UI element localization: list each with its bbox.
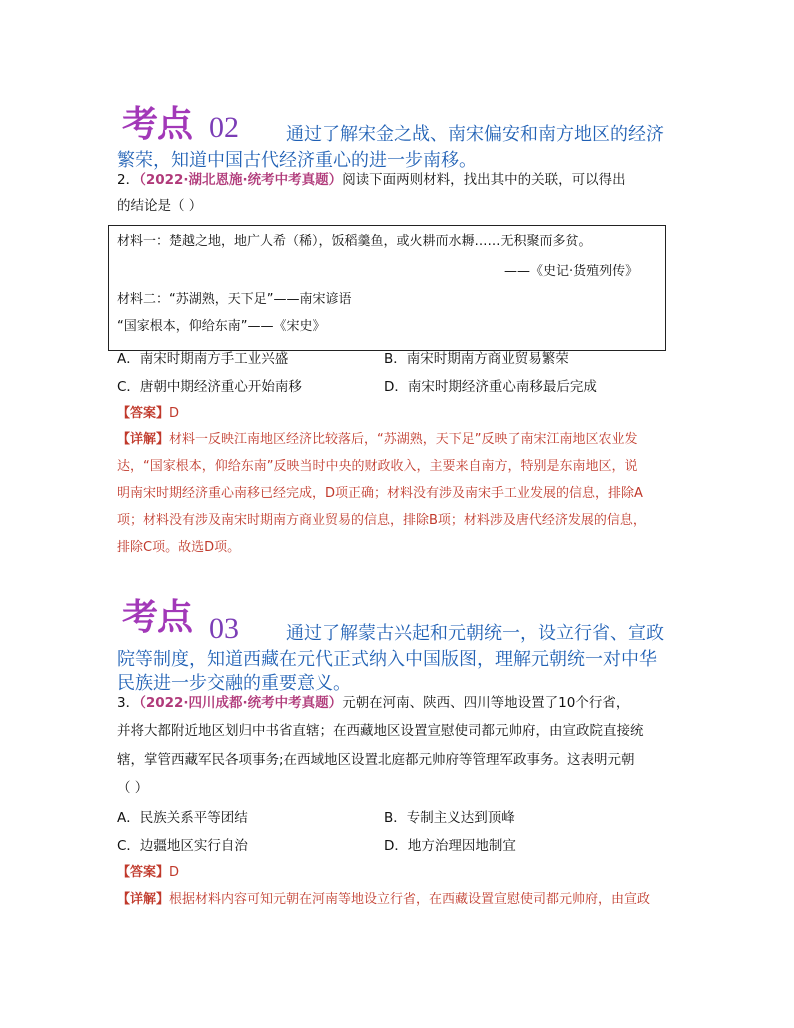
detail-line-5: 排除C项。故选D项。 — [117, 540, 241, 555]
section-title-kaodian: 考点 — [122, 596, 193, 638]
detail-line-4: 项；材料没有涉及南宋时期南方商业贸易的信息，排除B项；材料涉及唐代经济发展的信息， — [117, 513, 646, 528]
section-objective-line1: 通过了解蒙古兴起和元朝统一，设立行省、宣政 — [286, 623, 664, 644]
question-source: （2022·湖北恩施·统考中考真题） — [139, 172, 343, 188]
question-source: （2022·四川成都·统考中考真题） — [139, 695, 343, 711]
material-1: 材料一：楚越之地，地广人希（稀），饭稻羹鱼，或火耕而水耨……无积聚而多贫。 — [117, 234, 592, 249]
question-3-stem-2: 并将大都附近地区划归中书省直辖；在西藏地区设置宣慰使司都元帅府，由宣政院直接统 — [117, 723, 644, 739]
question-3-stem-3: 辖，掌管西藏军民各项事务;在西域地区设置北庭都元帅府等管理军政事务。这表明元朝 — [117, 752, 635, 768]
question-number: 3． — [117, 695, 140, 711]
question-stem-text: 元朝在河南、陕西、四川等地设置了10个行省， — [342, 695, 630, 711]
detail-line-3: 明南宋时期经济重心南移已经完成，D项正确；材料没有涉及南宋手工业发展的信息，排除A — [117, 486, 643, 501]
answer-tag: 【答案】 — [117, 406, 170, 421]
material-3: “国家根本，仰给东南”——《宋史》 — [117, 319, 326, 334]
question-number: 2． — [117, 172, 140, 188]
option-d[interactable]: D．南宋时期经济重心南移最后完成 — [384, 379, 597, 395]
question-3-stem — [117, 693, 629, 713]
option-a[interactable]: A．民族关系平等团结 — [117, 810, 248, 826]
option-d[interactable]: D．地方治理因地制宜 — [384, 838, 516, 854]
detail-text: 根据材料内容可知元朝在河南等地设立行省，在西藏设置宣慰使司都元帅府，由宣政 — [169, 892, 651, 907]
question-2-stem-cont: 的结论是（ ） — [117, 198, 203, 214]
detail-tag: 【详解】 — [117, 432, 170, 447]
option-b[interactable]: B．南宋时期南方商业贸易繁荣 — [384, 351, 569, 367]
option-c[interactable]: C．边疆地区实行自治 — [117, 838, 248, 854]
option-a[interactable]: A．南宋时期南方手工业兴盛 — [117, 351, 289, 367]
section-number: 02 — [209, 111, 239, 144]
section-objective-line1: 通过了解宋金之战、南宋偏安和南方地区的经济 — [286, 124, 664, 145]
detail-line-2: 达，“国家根本，仰给东南”反映当时中央的财政收入，主要来自南方，特别是东南地区，说 — [117, 459, 638, 474]
answer-tag: 【答案】 — [117, 865, 170, 880]
detail-line-1 — [117, 890, 650, 910]
question-stem-text: 阅读下面两则材料，找出其中的关联，可以得出 — [342, 172, 626, 188]
detail-line-1 — [117, 430, 638, 450]
section-title-kaodian: 考点 — [122, 103, 193, 145]
detail-text: 材料一反映江南地区经济比较落后，“苏湖熟，天下足”反映了南宋江南地区农业发 — [169, 432, 638, 447]
material-1-source: ——《史记·货殖列传》 — [504, 264, 639, 279]
section-number: 03 — [209, 612, 239, 645]
answer-value: D — [169, 406, 180, 421]
option-c[interactable]: C．唐朝中期经济重心开始南移 — [117, 379, 302, 395]
question-2-stem — [117, 170, 626, 190]
section-objective-line2: 繁荣，知道中国古代经济重心的进一步南移。 — [117, 150, 477, 171]
option-b[interactable]: B．专制主义达到顶峰 — [384, 810, 515, 826]
section-objective-line2: 院等制度，知道西藏在元代正式纳入中国版图，理解元朝统一对中华 — [117, 649, 657, 670]
answer-line — [117, 404, 179, 424]
answer-line — [117, 863, 179, 883]
question-3-stem-4: （ ） — [117, 780, 149, 796]
detail-tag: 【详解】 — [117, 892, 170, 907]
material-2: 材料二：“苏湖熟，天下足”——南宋谚语 — [117, 292, 352, 307]
section-objective-line3: 民族进一步交融的重要意义。 — [117, 673, 351, 694]
answer-value: D — [169, 865, 180, 880]
